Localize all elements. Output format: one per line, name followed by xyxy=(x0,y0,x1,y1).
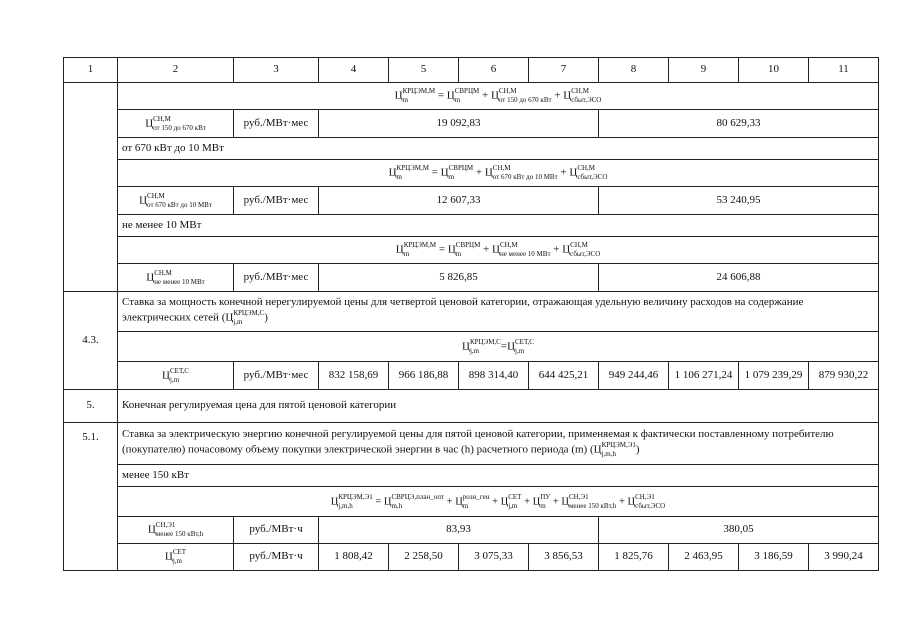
label-row-10 xyxy=(64,215,879,237)
formula-row-4-3 xyxy=(64,332,879,362)
row-5-1 xyxy=(64,423,879,465)
label-10mw: не менее 10 МВт xyxy=(118,215,879,237)
value-150-670-a: 19 092,83 xyxy=(319,110,599,138)
value-4-3-c5: 966 186,88 xyxy=(389,362,459,390)
value-5-1-a: 83,93 xyxy=(319,517,599,544)
header-col-5: 5 xyxy=(389,58,459,83)
header-col-7: 7 xyxy=(529,58,599,83)
formula-670-10: ЦКРЦЭМ,М m = ЦСВРЦМ m + ЦСН,М от 670 кВт до 10 МВт + ЦСН,М сбыт,ЭСО xyxy=(118,160,879,187)
value-5-1-c4: 1 808,42 xyxy=(319,544,389,571)
formula-row-5-1 xyxy=(64,487,879,517)
symbol-10mw: ЦСН,М не менее 10 МВт xyxy=(118,264,234,292)
formula-row-10 xyxy=(64,237,879,264)
row-5 xyxy=(64,390,879,423)
symbol-4-3: ЦСЕТ,С j,m xyxy=(118,362,234,390)
symbol-670-10: ЦСН,М от 670 кВт до 10 МВт xyxy=(118,187,234,215)
value-4-3-c7: 644 425,21 xyxy=(529,362,599,390)
value-4-3-c9: 1 106 271,24 xyxy=(669,362,739,390)
tariff-table-sheet xyxy=(63,57,879,571)
header-row xyxy=(64,58,879,83)
tariff-table xyxy=(63,57,879,571)
row-5-1-num: 5.1. xyxy=(64,423,118,571)
symbol-5-1-a: ЦСН,Э1 менее 150 кВт,h xyxy=(118,517,234,544)
header-col-9: 9 xyxy=(669,58,739,83)
symbol-5-1-set: ЦСЕТ j,m xyxy=(118,544,234,571)
header-col-3: 3 xyxy=(234,58,319,83)
formula-row-670-10 xyxy=(64,160,879,187)
value-5-1-c6: 3 075,33 xyxy=(459,544,529,571)
row-4-3-text: Ставка за мощность конечной нерегулируемой цены для четвертой ценовой категории, отражающая удельную величину расходов на содержание электрических сетей (ЦКРЦЭМ,С j,m ) xyxy=(118,292,879,332)
unit-4-3: руб./МВт·мес xyxy=(234,362,319,390)
row-5-1-text: Ставка за электрическую энергию конечной регулируемой цены для пятой ценовой категории, применяемая к фактически поставленному потребителю (покупателю) почасовому объему покупки электрической энергии в час (h) расчетного периода (m) (ЦКРЦЭМ,Э1 j,m,h ) xyxy=(118,423,879,465)
value-5-1-c11: 3 990,24 xyxy=(809,544,879,571)
row-5-text: Конечная регулируемая цена для пятой ценовой категории xyxy=(118,390,879,423)
header-col-4: 4 xyxy=(319,58,389,83)
symbol-150-670: ЦСН,М от 150 до 670 кВт xyxy=(118,110,234,138)
label-670-10: от 670 кВт до 10 МВт xyxy=(118,138,879,160)
unit-10mw: руб./МВт·мес xyxy=(234,264,319,292)
row-4-3-num: 4.3. xyxy=(64,292,118,390)
formula-150-670: ЦКРЦЭМ,М m = ЦСВРЦМ m + ЦСН,М от 150 до 670 кВт + ЦСН,М сбыт,ЭСО xyxy=(118,83,879,110)
value-670-10-a: 12 607,33 xyxy=(319,187,599,215)
value-10mw-b: 24 606,88 xyxy=(599,264,879,292)
blank-num-cell xyxy=(64,83,118,292)
row-4-3 xyxy=(64,292,879,332)
label-row-150 xyxy=(64,465,879,487)
label-row-670-10 xyxy=(64,138,879,160)
values-row-5-1-set xyxy=(64,544,879,571)
values-row-10 xyxy=(64,264,879,292)
value-5-1-c8: 1 825,76 xyxy=(599,544,669,571)
unit-5-1-set: руб./МВт·ч xyxy=(234,544,319,571)
value-5-1-c9: 2 463,95 xyxy=(669,544,739,571)
unit-150-670: руб./МВт·мес xyxy=(234,110,319,138)
header-col-6: 6 xyxy=(459,58,529,83)
header-col-8: 8 xyxy=(599,58,669,83)
values-row-5-1-a xyxy=(64,517,879,544)
value-4-3-c10: 1 079 239,29 xyxy=(739,362,809,390)
values-row-150-670 xyxy=(64,110,879,138)
value-5-1-c5: 2 258,50 xyxy=(389,544,459,571)
values-row-670-10 xyxy=(64,187,879,215)
header-col-11: 11 xyxy=(809,58,879,83)
formula-10mw: ЦКРЦЭМ,М m = ЦСВРЦМ m + ЦСН,М не менее 10 МВт + ЦСН,М сбыт,ЭСО xyxy=(118,237,879,264)
formula-row-150-670 xyxy=(64,83,879,110)
value-4-3-c11: 879 930,22 xyxy=(809,362,879,390)
value-150-670-b: 80 629,33 xyxy=(599,110,879,138)
label-150kw: менее 150 кВт xyxy=(118,465,879,487)
formula-5-1: ЦКРЦЭМ,Э1 j,m,h = ЦСВРЦЭ,план_опт m,h + Црозн_ген m + ЦСЕТ j,m + ЦПУ m + ЦСН,Э1 менее 150 кВт,h + ЦСН,Э1 сбыт,ЭСО xyxy=(118,487,879,517)
value-4-3-c8: 949 244,46 xyxy=(599,362,669,390)
value-10mw-a: 5 826,85 xyxy=(319,264,599,292)
header-col-2: 2 xyxy=(118,58,234,83)
unit-670-10: руб./МВт·мес xyxy=(234,187,319,215)
value-5-1-b: 380,05 xyxy=(599,517,879,544)
row-5-num: 5. xyxy=(64,390,118,423)
unit-5-1-a: руб./МВт·ч xyxy=(234,517,319,544)
values-row-4-3 xyxy=(64,362,879,390)
header-col-1: 1 xyxy=(64,58,118,83)
value-4-3-c4: 832 158,69 xyxy=(319,362,389,390)
value-670-10-b: 53 240,95 xyxy=(599,187,879,215)
value-4-3-c6: 898 314,40 xyxy=(459,362,529,390)
value-5-1-c10: 3 186,59 xyxy=(739,544,809,571)
formula-4-3: ЦКРЦЭМ,С j,m =ЦСЕТ,С j,m xyxy=(118,332,879,362)
header-col-10: 10 xyxy=(739,58,809,83)
value-5-1-c7: 3 856,53 xyxy=(529,544,599,571)
